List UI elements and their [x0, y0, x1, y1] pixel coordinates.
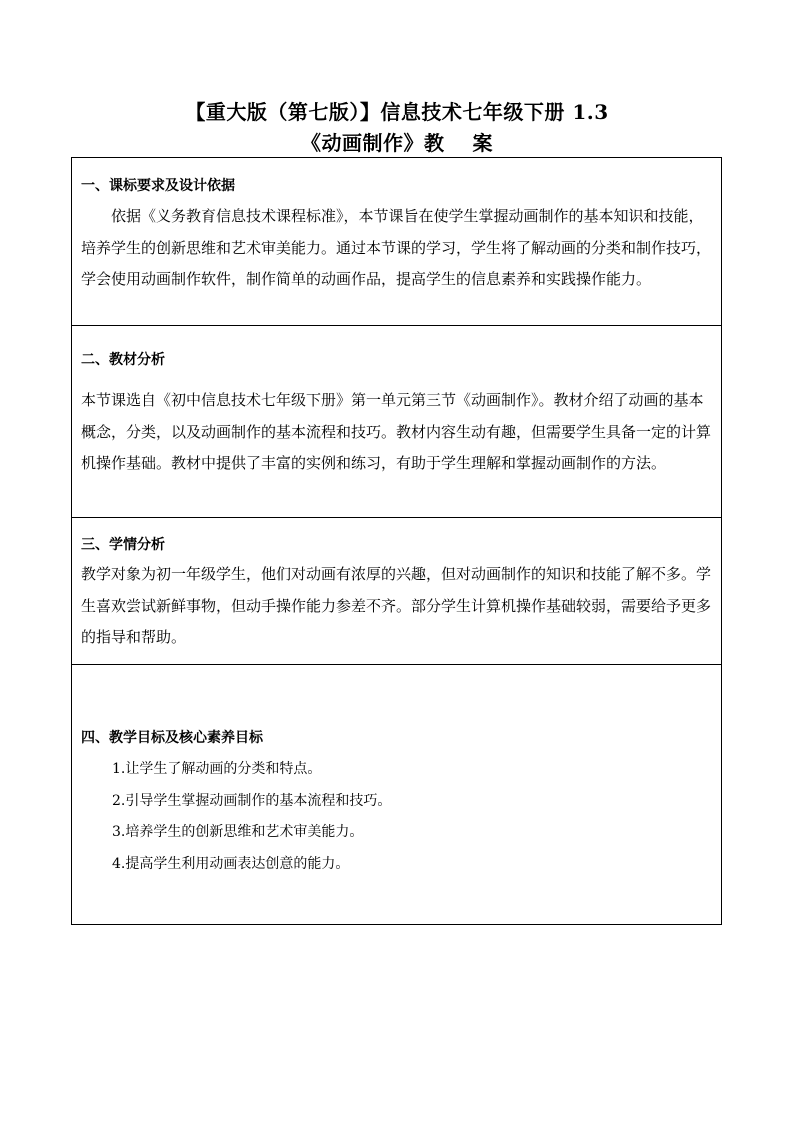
objective-item: 3.培养学生的创新思维和艺术审美能力。 — [112, 824, 364, 840]
section-body: 教学对象为初一年级学生，他们对动画有浓厚的兴趣，但对动画制作的知识和技能了解不多。学生喜欢尝试新鲜事物，但动手操作能力参差不齐。部分学生计算机操作基础较弱，需要给予更多的指导和帮助。 — [81, 565, 712, 646]
objective-item: 2.引导学生掌握动画制作的基本流程和技巧。 — [112, 793, 392, 809]
section-body: 依据《义务教育信息技术课程标准》，本节课旨在使学生掌握动画制作的基本知识和技能，培养学生的创新思维和艺术审美能力。通过本节课的学习，学生将了解动画的分类和制作技巧，学会使用动画制作软件，制作简单的动画作品，提高学生的信息素养和实践操作能力。 — [81, 207, 712, 288]
document-subtitle: 《动画制作》教 案 — [301, 131, 493, 155]
document-title: 【重大版（第七版）】信息技术七年级下册 1.3 — [185, 100, 609, 124]
section-body: 本节课选自《初中信息技术七年级下册》第一单元第三节《动画制作》。教材介绍了动画的基本概念，分类，以及动画制作的基本流程和技巧。教材内容生动有趣，但需要学生具备一定的计算机操作基础。教材中提供了丰富的实例和练习，有助于学生理解和掌握动画制作的方法。 — [81, 391, 712, 472]
section-objectives — [72, 665, 721, 924]
section-heading: 三、学情分析 — [81, 537, 165, 553]
objective-item: 1.让学生了解动画的分类和特点。 — [112, 761, 322, 777]
lesson-plan-table — [71, 157, 722, 925]
section-textbook — [72, 326, 721, 518]
section-learners — [72, 518, 721, 665]
section-heading: 一、课标要求及设计依据 — [81, 178, 235, 194]
section-curriculum — [72, 158, 721, 326]
objective-item: 4.提高学生利用动画表达创意的能力。 — [112, 856, 350, 872]
section-heading: 四、教学目标及核心素养目标 — [81, 730, 263, 746]
section-heading: 二、教材分析 — [81, 352, 165, 368]
